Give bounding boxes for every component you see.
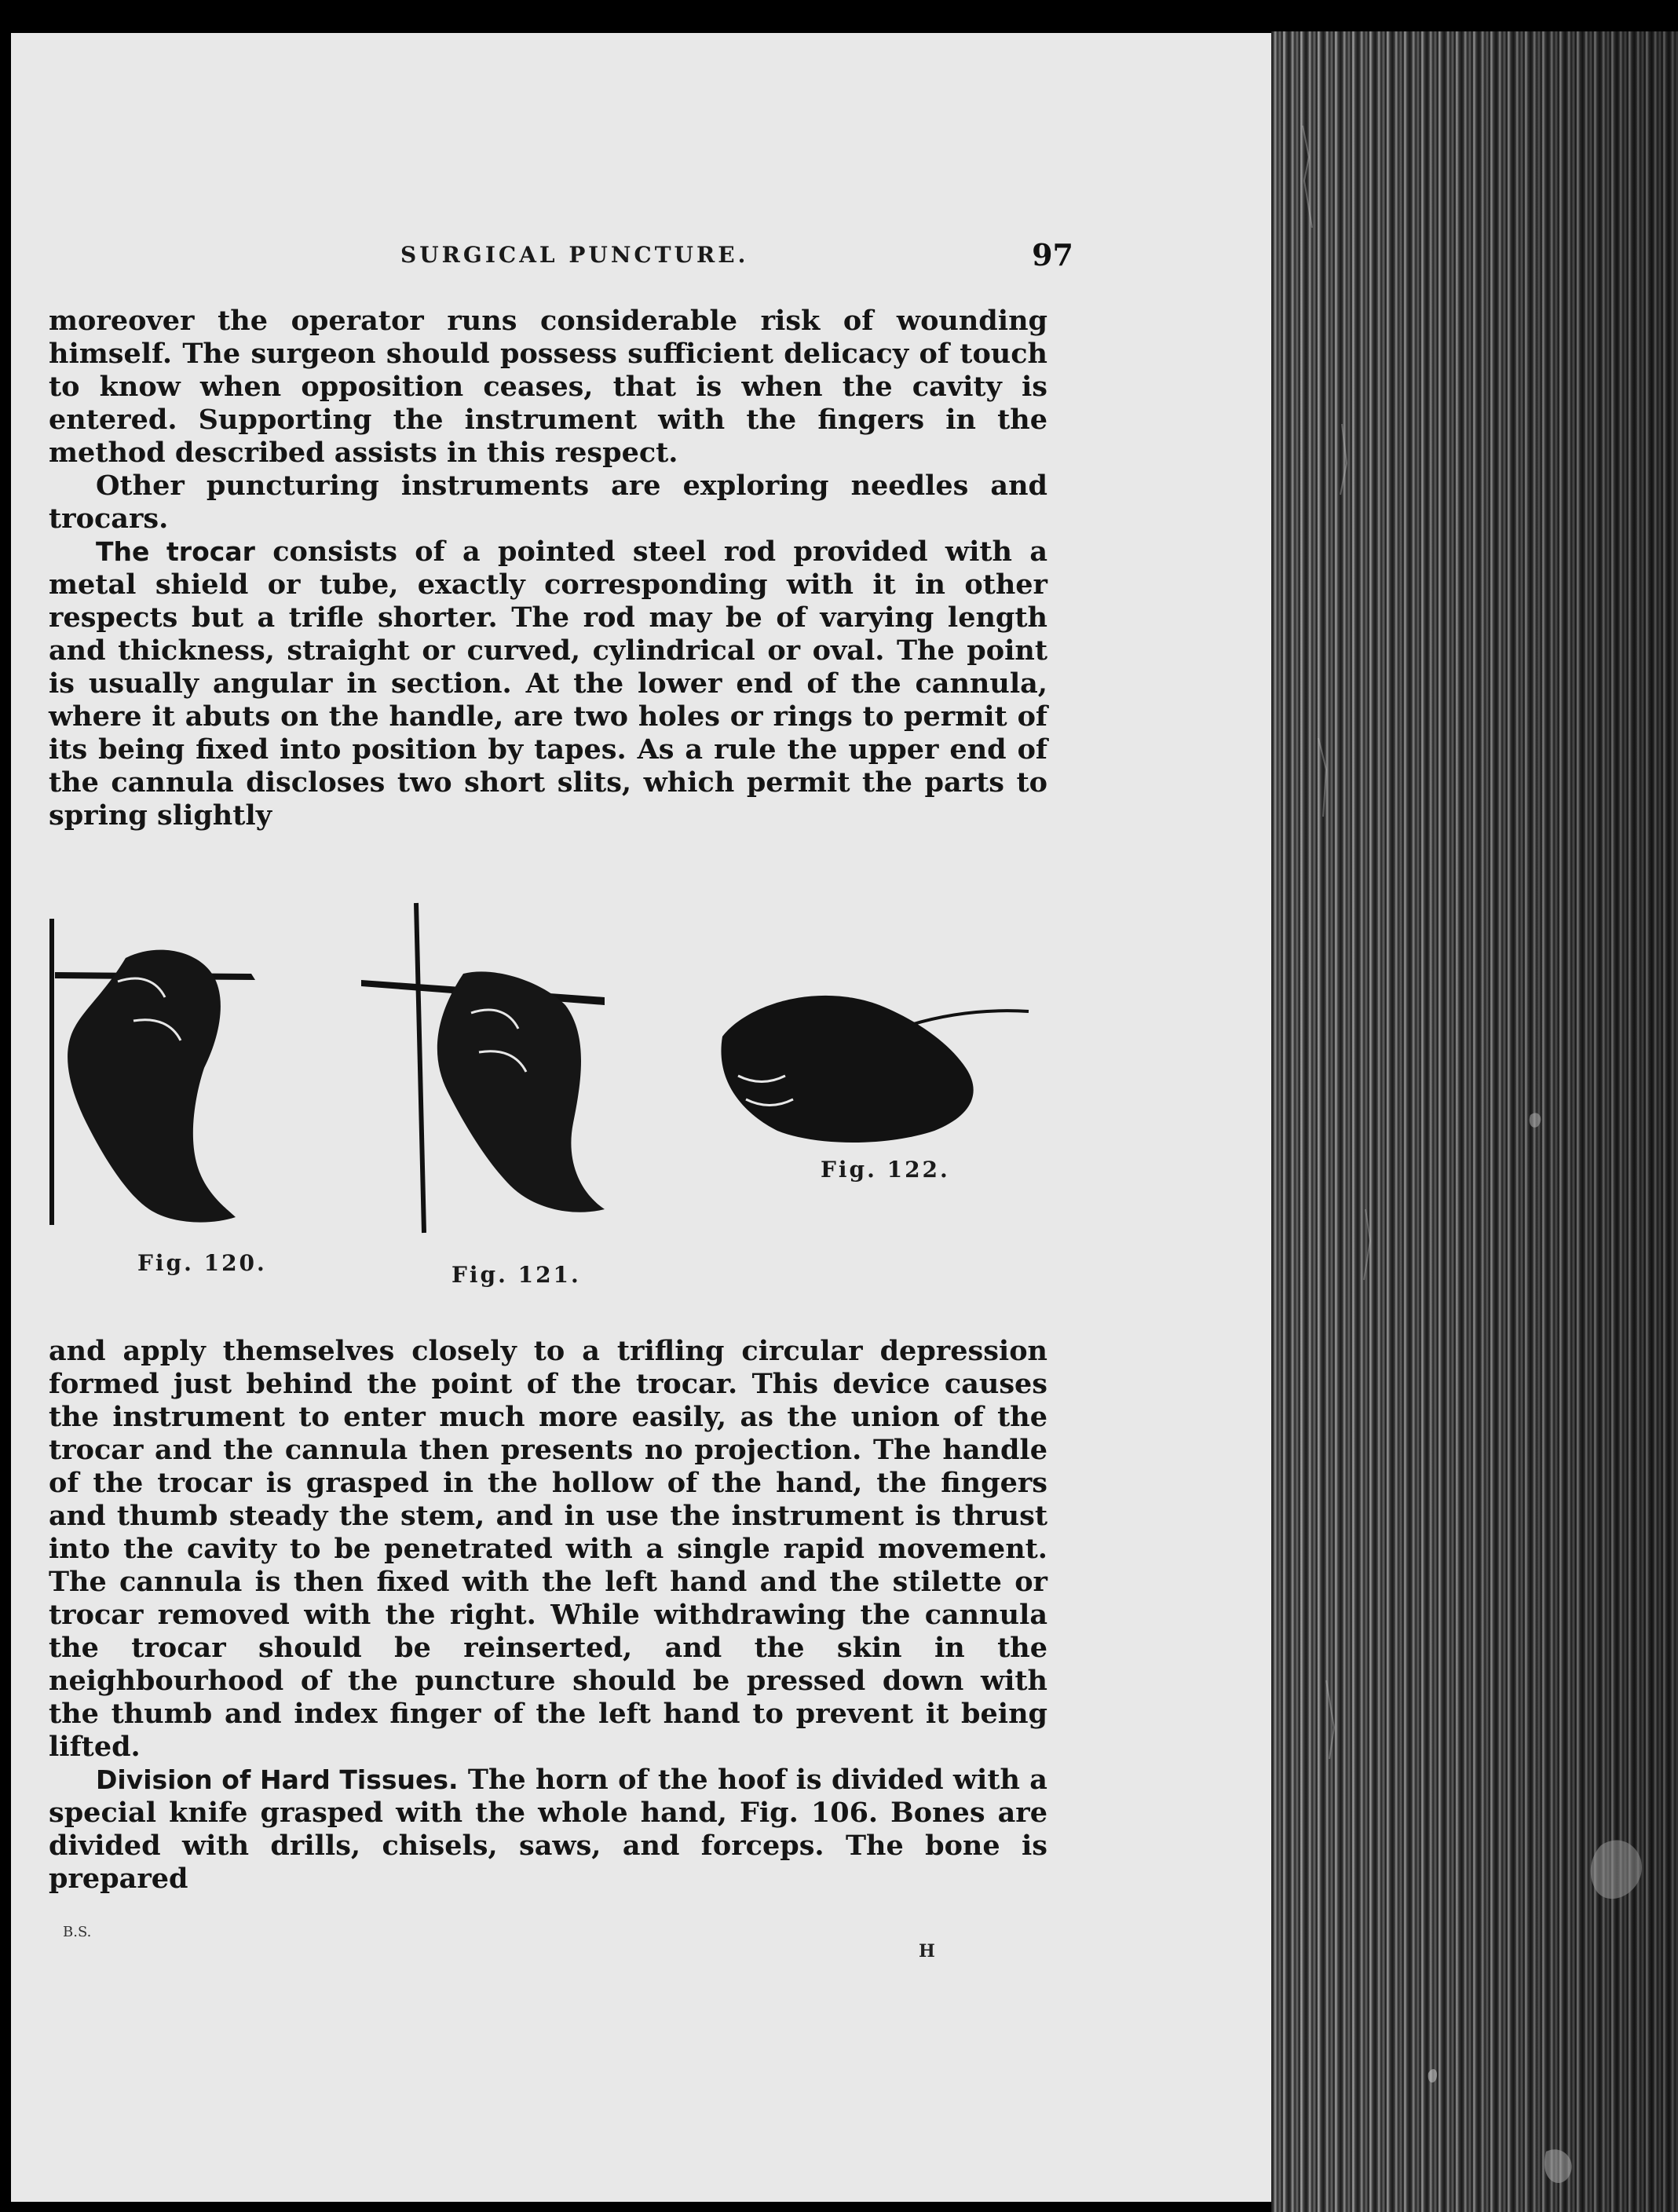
section-text: The horn of the hoof is divided with a special knife grasped with the whole hand, Fig. 106. Bones are divided with drills, chisels, saws, and forceps. The bone is prepared xyxy=(49,1764,1047,1895)
figure-121 xyxy=(345,895,660,1241)
hand-illustration-122 xyxy=(715,982,1044,1146)
book-edge-texture xyxy=(1271,31,1678,2212)
book-edge xyxy=(1271,31,1678,2212)
signature-letter: H xyxy=(919,1941,935,1962)
paragraph: moreover the operator runs considerable risk of wounding himself. The surgeon should possess sufficient delicacy of touch to know when opposition ceases, that is when the cavity is entered. Supporting the instrument with the fingers in the method described assists in this respect. xyxy=(49,305,1047,469)
figure-120 xyxy=(39,911,298,1241)
caption-fig-120: Fig. 120. xyxy=(137,1250,267,1276)
hand-illustration-121 xyxy=(345,895,660,1241)
section-heading: Division of Hard Tissues. xyxy=(96,1764,459,1795)
paragraph-trocar xyxy=(49,536,1047,832)
body-text-top xyxy=(49,305,1047,832)
trocar-lead: The trocar xyxy=(96,536,255,567)
hand-illustration-120 xyxy=(39,911,298,1241)
page-number: 97 xyxy=(1032,237,1073,272)
body-text-bottom xyxy=(49,1335,1047,1896)
signature-mark: B.S. xyxy=(63,1924,92,1940)
page-header xyxy=(389,237,1073,281)
caption-fig-122: Fig. 122. xyxy=(821,1157,950,1183)
paragraph: Other puncturing instruments are exploring needles and trocars. xyxy=(49,470,1047,535)
caption-fig-121: Fig. 121. xyxy=(451,1262,581,1288)
paragraph: and apply themselves closely to a trifling circular depression formed just behind the point of the trocar. This device causes the instrument to enter much more easily, as the union of the trocar and the cannula then presents no projection. The handle of the trocar is grasped in the hollow of the hand, the fingers and thumb steady the stem, and in use the instrument is thrust into the cavity to be penetrated with a single rapid movement. The cannula is then fixed with the left hand and the stilette or trocar removed with the right. While withdrawing the cannula the trocar should be reinserted, and the skin in the neighbourhood of the puncture should be pressed down with the thumb and index finger of the left hand to prevent it being lifted. xyxy=(49,1335,1047,1763)
running-head: SURGICAL PUNCTURE. xyxy=(400,242,749,268)
trocar-text: consists of a pointed steel rod provided with a metal shield or tube, exactly corresponding with it in other respects but a trifle shorter. The rod may be of varying length and thickness, straight or curved, cylindrical or oval. The point is usually angular in section. At the lower end of the cannula, where it abuts on the handle, are two holes or rings to permit of its being fixed into position by tapes. As a rule the upper end of the cannula discloses two short slits, which permit the parts to spring slightly xyxy=(49,536,1047,832)
paragraph-hard-tissues xyxy=(49,1764,1047,1896)
figure-122 xyxy=(715,982,1044,1146)
